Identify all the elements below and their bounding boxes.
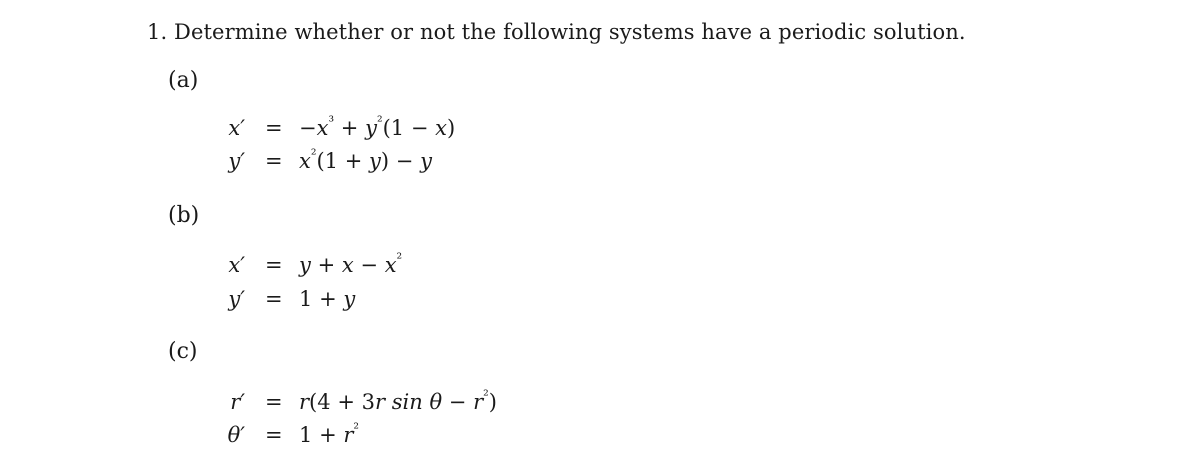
equation-rhs: $-x^{^3} + y^{^2}(1 - x)$ bbox=[299, 114, 456, 140]
equals-sign: = bbox=[265, 390, 283, 414]
equals-sign: = bbox=[265, 253, 283, 277]
equation-b-1 bbox=[0, 253, 1200, 283]
equation-lhs: y′ bbox=[228, 287, 245, 311]
equation-rhs: $y + x - x^{^2}$ bbox=[299, 251, 403, 277]
equation-rhs: $x^{^2}(1 + y) - y$ bbox=[299, 147, 432, 173]
equation-lhs: x′ bbox=[228, 116, 245, 140]
exponent: ² bbox=[483, 388, 489, 404]
exponent: ² bbox=[396, 251, 403, 267]
equals-sign: = bbox=[265, 116, 283, 140]
problem-statement bbox=[147, 20, 966, 44]
part-label-c: (c) bbox=[168, 339, 198, 364]
exponent: ³ bbox=[328, 114, 335, 130]
exponent: ² bbox=[376, 114, 383, 130]
part-label-a: (a) bbox=[168, 68, 199, 93]
problem-text: Determine whether or not the following systems have a periodic solution. bbox=[174, 20, 966, 44]
problem-number: 1. bbox=[147, 20, 168, 44]
exponent: ² bbox=[310, 147, 317, 163]
equation-a-1 bbox=[0, 116, 1200, 146]
equation-lhs: r′ bbox=[230, 390, 245, 414]
equation-lhs: θ′ bbox=[227, 423, 245, 447]
equals-sign: = bbox=[265, 423, 283, 447]
equation-rhs: $1 + r^{^2}$ bbox=[299, 421, 360, 447]
equation-lhs: x′ bbox=[228, 253, 245, 277]
equation-c-1 bbox=[0, 390, 1200, 420]
equation-b-2 bbox=[0, 287, 1200, 317]
equation-a-2 bbox=[0, 149, 1200, 179]
equation-rhs: 1 + y bbox=[299, 287, 356, 311]
equals-sign: = bbox=[265, 149, 283, 173]
equation-c-2 bbox=[0, 423, 1200, 453]
part-label-b: (b) bbox=[168, 203, 200, 228]
equation-rhs: r(4 + 3r $\sin \theta - r^{^2}$) bbox=[299, 388, 497, 414]
exponent: ² bbox=[353, 421, 360, 437]
equation-lhs: y′ bbox=[228, 149, 245, 173]
equals-sign: = bbox=[265, 287, 283, 311]
